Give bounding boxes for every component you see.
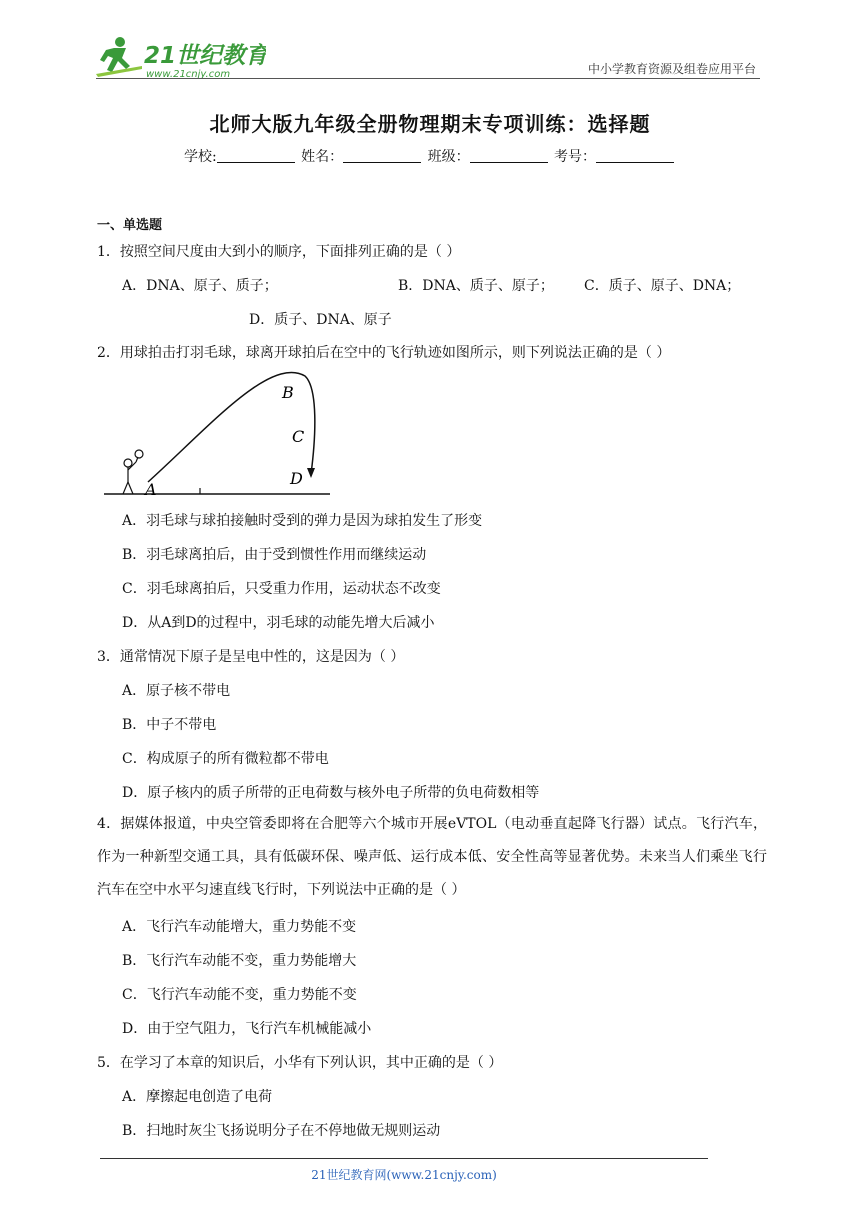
point-b-label: B xyxy=(282,383,294,402)
question-4-stem: 4．据媒体报道，中央空管委即将在合肥等六个城市开展eVTOL（电动垂直起降飞行器）试点。飞行汽车，作为一种新型交通工具，具有低碳环保、噪声低、运行成本低、安全性高等显著优势。未来当人们乘坐飞行汽车在空中水平匀速直线飞行时，下列说法中正确的是（ ） xyxy=(97,816,767,898)
exam-no-blank[interactable] xyxy=(596,148,674,163)
question-2-option-d[interactable]: D．从A到D的过程中，羽毛球的动能先增大后减小 xyxy=(122,615,435,631)
runner-icon xyxy=(96,37,142,77)
name-label: 姓名： xyxy=(301,149,344,165)
site-logo xyxy=(96,36,266,82)
trajectory-arrowhead xyxy=(307,468,315,478)
logo-url: www.21cnjy.com xyxy=(146,69,231,80)
question-1-option-a[interactable]: A．DNA、原子、质子； xyxy=(122,278,278,294)
footer-divider xyxy=(100,1158,708,1159)
question-5-option-a[interactable]: A．摩擦起电创造了电荷 xyxy=(122,1089,273,1105)
question-1-option-d[interactable]: D．质子、DNA、原子 xyxy=(249,312,392,328)
question-1-option-c[interactable]: C．质子、原子、DNA； xyxy=(584,278,741,294)
question-3-option-c[interactable]: C．构成原子的所有微粒都不带电 xyxy=(122,751,329,767)
question-3-stem: 3．通常情况下原子是呈电中性的，这是因为（ ） xyxy=(97,649,405,665)
section-heading: 一、单选题 xyxy=(97,218,163,233)
player-icon xyxy=(123,450,143,494)
student-info-line xyxy=(0,146,860,166)
exam-no-label: 考号： xyxy=(554,149,597,165)
header-divider xyxy=(96,78,760,79)
point-d-label: D xyxy=(290,469,303,488)
question-1-stem: 1．按照空间尺度由大到小的顺序，下面排列正确的是（ ） xyxy=(97,244,461,260)
question-2-stem: 2．用球拍击打羽毛球，球离开球拍后在空中的飞行轨迹如图所示，则下列说法正确的是（ ） xyxy=(97,345,671,361)
point-c-label: C xyxy=(292,427,305,446)
question-3-option-a[interactable]: A．原子核不带电 xyxy=(122,683,231,699)
class-label: 班级： xyxy=(427,149,470,165)
question-2-option-b[interactable]: B．羽毛球离拍后，由于受到惯性作用而继续运动 xyxy=(122,547,427,563)
name-blank[interactable] xyxy=(343,148,421,163)
point-a-label: A xyxy=(145,480,157,499)
question-3-option-b[interactable]: B．中子不带电 xyxy=(122,717,217,733)
question-2-option-c[interactable]: C．羽毛球离拍后，只受重力作用，运动状态不改变 xyxy=(122,581,441,597)
school-label: 学校: xyxy=(183,149,217,165)
question-1-option-b[interactable]: B．DNA、质子、原子； xyxy=(398,278,554,294)
trajectory-figure xyxy=(100,366,335,502)
question-2-option-a[interactable]: A．羽毛球与球拍接触时受到的弹力是因为球拍发生了形变 xyxy=(122,513,483,529)
school-blank[interactable] xyxy=(217,148,295,163)
question-4-option-a[interactable]: A．飞行汽车动能增大，重力势能不变 xyxy=(122,919,357,935)
question-4-option-d[interactable]: D．由于空气阻力，飞行汽车机械能减小 xyxy=(122,1021,372,1037)
logo-text: 21世纪教育 xyxy=(144,43,266,69)
footer-link[interactable]: 21世纪教育网(www.21cnjy.com) xyxy=(311,1168,497,1182)
question-5-option-b[interactable]: B．扫地时灰尘飞扬说明分子在不停地做无规则运动 xyxy=(122,1123,441,1139)
question-4-option-c[interactable]: C．飞行汽车动能不变，重力势能不变 xyxy=(122,987,357,1003)
header-platform-text: 中小学教育资源及组卷应用平台 xyxy=(587,62,756,76)
class-blank[interactable] xyxy=(470,148,548,163)
page-title: 北师大版九年级全册物理期末专项训练：选择题 xyxy=(209,112,651,136)
question-5-stem: 5．在学习了本章的知识后，小华有下列认识，其中正确的是（ ） xyxy=(97,1055,503,1071)
question-3-option-d[interactable]: D．原子核内的质子所带的正电荷数与核外电子所带的负电荷数相等 xyxy=(122,785,540,801)
question-4-option-b[interactable]: B．飞行汽车动能不变，重力势能增大 xyxy=(122,953,357,969)
